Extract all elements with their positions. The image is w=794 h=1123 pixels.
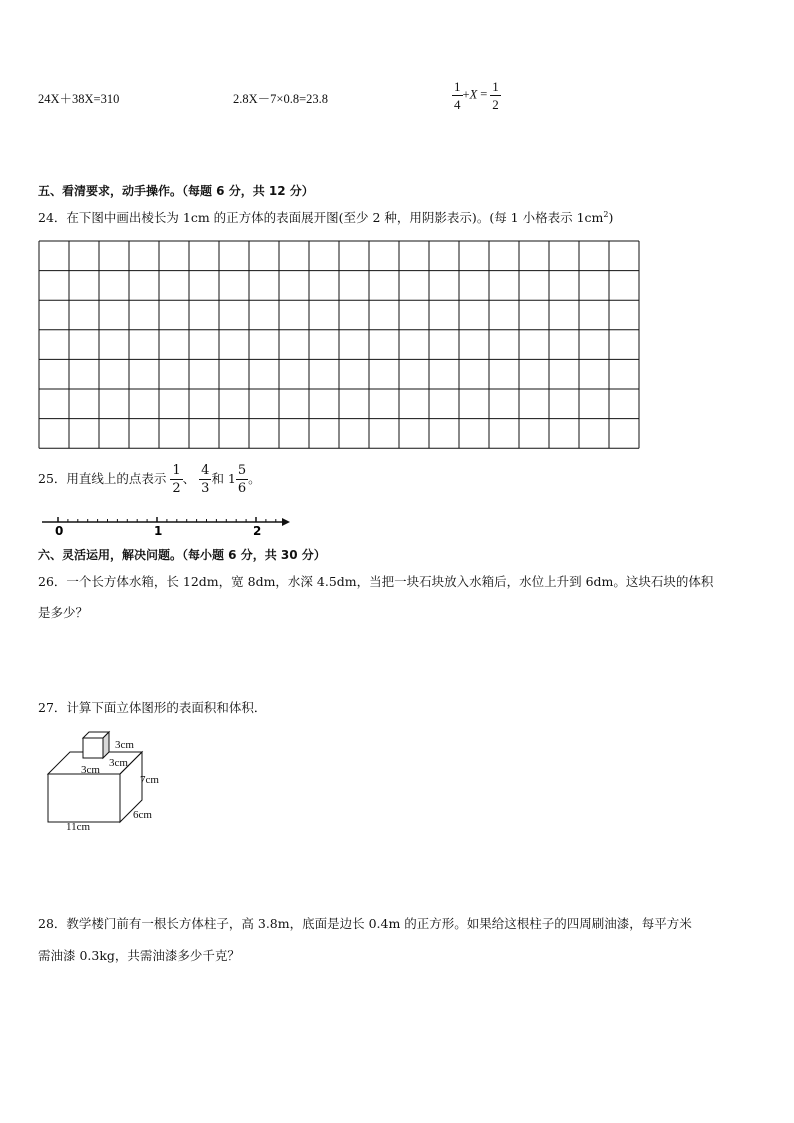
fraction-numerator: 4: [201, 463, 210, 478]
equals-sign: =: [480, 87, 488, 102]
label-small-width: 3cm: [81, 764, 100, 776]
small-cube-front: [83, 738, 103, 758]
label-big-width: 11cm: [66, 821, 91, 833]
big-box-front: [48, 774, 120, 822]
fraction-5-6: [236, 464, 248, 495]
question-26-line-1: 26．一个长方体水箱，长 12dm，宽 8dm，水深 4.5dm，当把一块石块放入水箱后，水位上升到 6dm。这块石块的体积: [38, 574, 714, 589]
label-small-height: 3cm: [115, 739, 134, 751]
question-26-line-2: 是多少？: [38, 605, 89, 620]
question-24-text: 24．在下图中画出棱长为 1cm 的正方体的表面展开图(至少 2 种，用阴影表示)。(每 1 小格表示 1cm: [38, 210, 604, 225]
number-line[interactable]: [38, 510, 298, 536]
number-line-arrow-icon: [282, 518, 290, 526]
drawing-grid[interactable]: [38, 240, 640, 452]
number-line-marks: [42, 517, 290, 536]
tick-label: 1: [154, 524, 163, 536]
full-stop: 。: [248, 471, 261, 486]
separator: 、: [182, 471, 196, 486]
equation-2: 2.8X－7×0.8=23.8: [233, 92, 329, 106]
tick-label: 2: [253, 524, 262, 536]
question-27: 27．计算下面立体图形的表面积和体积．: [38, 700, 267, 715]
fraction-numerator: 5: [237, 463, 247, 478]
superscript: 2: [603, 209, 609, 219]
question-24: [38, 208, 613, 226]
question-25: [38, 464, 261, 495]
solid-figure: [38, 728, 178, 838]
section-5-title: 五、看清要求，动手操作。（每题 6 分，共 12 分）: [38, 184, 314, 198]
equation-3: [452, 80, 501, 111]
label-small-depth: 3cm: [109, 757, 128, 769]
fraction-denominator: 6: [237, 481, 247, 496]
fraction-one-half: [490, 80, 501, 111]
fraction-denominator: 4: [454, 97, 461, 112]
close-paren: ): [608, 210, 614, 225]
grid-lines: [39, 241, 639, 448]
fraction-one-quarter: [452, 80, 463, 111]
plus-sign: +: [462, 87, 470, 102]
fraction-4-3: [199, 464, 211, 495]
label-big-height: 7cm: [140, 774, 159, 786]
and-one: 和 1: [211, 471, 236, 486]
equation-1: 24X＋38X=310: [38, 92, 120, 106]
question-25-text: 25．用直线上的点表示: [38, 471, 167, 486]
question-28-line-2: 需油漆 0.3kg，共需油漆多少千克？: [38, 948, 240, 963]
fraction-numerator: 1: [492, 79, 499, 94]
section-6-title: 六、灵活运用，解决问题。（每小题 6 分，共 30 分）: [38, 548, 326, 562]
fraction-denominator: 2: [492, 97, 499, 112]
variable-x: X: [469, 87, 478, 102]
tick-label: 0: [55, 524, 64, 536]
fraction-numerator: 1: [454, 79, 461, 94]
fraction-numerator: 1: [172, 463, 181, 478]
fraction-denominator: 2: [172, 481, 181, 496]
fraction-denominator: 3: [201, 481, 210, 496]
fraction-1-2: [170, 464, 182, 495]
label-big-depth: 6cm: [133, 809, 152, 821]
question-28-line-1: 28．教学楼门前有一根长方体柱子，高 3.8m，底面是边长 0.4m 的正方形。如果给这根柱子的四周刷油漆，每平方米: [38, 916, 692, 931]
